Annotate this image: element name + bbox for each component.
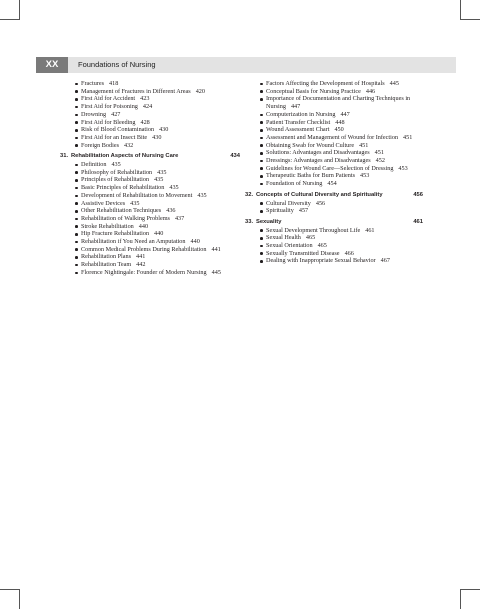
toc-entry-page: 445 — [211, 268, 221, 276]
toc-entry — [60, 192, 240, 200]
toc-entry — [245, 242, 423, 250]
toc-entry-page: 440 — [138, 222, 149, 230]
toc-entry-page: 436 — [166, 207, 176, 215]
crop-mark — [460, 589, 480, 590]
toc-entry-title: Sexual Development Throughout Life — [266, 226, 361, 234]
toc-entry-page: 465 — [317, 242, 327, 250]
toc-entry — [60, 253, 240, 261]
toc-entry — [60, 134, 240, 142]
toc-entry-page: 451 — [403, 133, 413, 141]
toc-entry-title: Assessment and Management of Wound for Infection — [266, 133, 399, 141]
toc-entry-page: 441 — [211, 245, 221, 253]
toc-entry-page: 447 — [290, 103, 301, 111]
toc-entry — [60, 200, 240, 208]
toc-entry-page: 452 — [375, 157, 385, 165]
toc-entry-page: 451 — [359, 141, 369, 149]
toc-list-top — [245, 80, 423, 188]
toc-entry-title: Dealing with Inappropriate Sexual Behavior — [266, 257, 376, 265]
toc-entry-title: Florence Nightingale: Founder of Modern Nursing — [81, 268, 207, 276]
toc-entry-page: 456 — [315, 199, 326, 207]
toc-entry-page: 424 — [142, 103, 153, 111]
chapter-heading — [245, 192, 423, 200]
toc-entry-page: 435 — [157, 168, 167, 176]
toc-entry-title: Principles of Rehabilitation — [81, 176, 150, 184]
toc-entry — [245, 207, 423, 215]
toc-entry — [245, 80, 423, 88]
toc-entry — [245, 134, 423, 142]
toc-entry-page: 440 — [190, 238, 200, 246]
toc-entry-page: 451 — [374, 149, 384, 157]
toc-entry-title: Hip Fracture Rehabilitation — [81, 230, 150, 238]
toc-entry-page: 453 — [360, 172, 370, 180]
toc-entry — [245, 111, 423, 119]
toc-entry-title: First Aid for Bleeding — [81, 118, 136, 126]
toc-entry-page: 435 — [197, 191, 207, 199]
toc-entry — [245, 257, 423, 265]
toc-entry — [60, 269, 240, 277]
toc-entry — [60, 88, 240, 96]
toc-entry-title: Solutions: Advantages and Disadvantages — [266, 149, 370, 157]
toc-entry-page: 465 — [305, 234, 316, 242]
toc-entry-page: 453 — [398, 164, 408, 172]
toc-entry-page: 435 — [154, 176, 164, 184]
toc-entry — [60, 95, 240, 103]
toc-entry-title: Cultural Diversity — [266, 199, 311, 207]
toc-entry-page: 441 — [136, 253, 146, 261]
chapter-page: 461 — [413, 218, 423, 225]
toc-entry-page: 440 — [154, 230, 164, 238]
chapter-page: 456 — [413, 191, 423, 198]
crop-mark — [19, 589, 20, 609]
chapter-title: 33. Sexuality — [245, 218, 282, 225]
toc-entry — [245, 149, 423, 157]
toc-entry-title: Patient Transfer Checklist — [266, 118, 331, 126]
running-header — [36, 57, 456, 73]
toc-entry-title: Development of Rehabilitation to Movement — [81, 191, 193, 199]
toc-entry — [245, 250, 423, 258]
chapter-heading — [60, 153, 240, 161]
toc-entry-page: 448 — [335, 118, 345, 126]
toc-entry-page: 445 — [389, 80, 399, 87]
toc-entry — [60, 111, 240, 119]
toc-entry-page: 450 — [334, 126, 344, 134]
toc-entry-title: Management of Fractures in Different Areas — [81, 87, 191, 95]
toc-entry-title: Foreign Bodies — [81, 141, 119, 149]
toc-entry-page: 467 — [380, 257, 390, 265]
toc-entry — [60, 261, 240, 269]
toc-entry — [60, 161, 240, 169]
toc-entry-title: Wound Assessment Chart — [266, 126, 330, 134]
toc-entry-title: First Aid for Poisoning — [81, 103, 138, 111]
toc-entry — [245, 126, 423, 134]
toc-entry-title: Importance of Documentation and Charting Techniques in Nursing — [266, 95, 411, 111]
toc-entry — [245, 165, 423, 173]
toc-entry-title: First Aid for Accident — [81, 95, 136, 103]
running-title: Foundations of Nursing — [78, 60, 156, 69]
crop-mark — [0, 19, 20, 20]
toc-entry-title: Common Medical Problems During Rehabilitation — [81, 245, 207, 253]
toc-entry-title: Computerization in Nursing — [266, 110, 336, 118]
toc-entry — [60, 80, 240, 88]
toc-entry-title: Sexually Transmitted Disease — [266, 249, 340, 257]
toc-entry-page: 423 — [140, 95, 150, 103]
toc-entry-page: 466 — [344, 249, 354, 257]
toc-entry-page: 428 — [140, 118, 150, 126]
toc-entry — [60, 223, 240, 231]
toc-entry — [245, 157, 423, 165]
toc-entry — [60, 103, 240, 111]
toc-entry-title: Drowning — [81, 110, 107, 118]
toc-entry — [245, 142, 423, 150]
toc-entry — [60, 238, 240, 246]
toc-entry-title: Other Rehabilitation Techniques — [81, 207, 162, 215]
toc-list-chapter33 — [245, 227, 423, 266]
toc-entry-title: Conceptual Basis for Nursing Practice — [266, 87, 361, 95]
toc-entry-title: Assistive Devices — [81, 199, 126, 207]
toc-entry — [245, 227, 423, 235]
crop-mark — [460, 19, 480, 20]
toc-entry-title: Factors Affecting the Development of Hospitals — [266, 80, 385, 87]
toc-entry-title: Sexual Health — [266, 234, 301, 242]
toc-entry — [60, 230, 240, 238]
toc-entry-page: 435 — [169, 184, 179, 192]
crop-mark — [19, 0, 20, 20]
toc-entry-title: First Aid for an Insect Bite — [81, 133, 148, 141]
crop-mark — [460, 589, 461, 609]
toc-entry-title: Rehabilitation if You Need an Amputation — [81, 238, 186, 246]
toc-entry — [245, 88, 423, 96]
toc-entry-page: 432 — [123, 141, 134, 149]
toc-entry-title: Rehabilitation of Walking Problems — [81, 214, 170, 222]
toc-entry — [60, 119, 240, 127]
toc-entry-title: Stroke Rehabilitation — [81, 222, 134, 230]
toc-entry-title: Guidelines for Wound Care—Selection of Dressing — [266, 164, 394, 172]
toc-entry-page: 430 — [152, 133, 162, 141]
toc-entry-title: Dressings: Advantages and Disadvantages — [266, 157, 371, 165]
toc-entry-page: 427 — [111, 110, 121, 118]
toc-entry-title: Therapeutic Baths for Burn Patients — [266, 172, 356, 180]
crop-mark — [0, 589, 20, 590]
toc-entry — [60, 246, 240, 254]
toc-entry-title: Spirituality — [266, 207, 294, 215]
toc-entry-page: 442 — [136, 261, 146, 269]
toc-entry-title: Fractures — [81, 80, 105, 87]
toc-entry-title: Rehabilitation Team — [81, 261, 132, 269]
toc-entry-page: 430 — [159, 126, 169, 134]
toc-entry — [60, 176, 240, 184]
toc-entry — [60, 207, 240, 215]
toc-entry — [245, 95, 423, 110]
toc-entry-title: Rehabilitation Plans — [81, 253, 132, 261]
chapter-title: 32. Concepts of Cultural Diversity and Spirituality — [245, 191, 383, 198]
toc-entry-title: Risk of Blood Contamination — [81, 126, 155, 134]
toc-entry-page: 454 — [327, 180, 337, 188]
chapter-title: 31. Rehabilitation Aspects of Nursing Care — [60, 153, 179, 160]
toc-entry-title: Sexual Orientation — [266, 242, 313, 250]
toc-entry — [245, 200, 423, 208]
toc-entry — [60, 142, 240, 150]
toc-entry-page: 457 — [298, 207, 309, 215]
toc-entry-page: 418 — [109, 80, 119, 87]
toc-entry — [245, 234, 423, 242]
toc-entry-page: 435 — [111, 161, 121, 169]
toc-entry-page: 420 — [195, 87, 205, 95]
toc-entry — [60, 184, 240, 192]
toc-entry — [245, 180, 423, 188]
toc-entry-page: 446 — [365, 87, 376, 95]
toc-right-column — [245, 80, 423, 265]
toc-entry-page: 461 — [365, 226, 375, 234]
crop-mark — [460, 0, 461, 20]
toc-list-chapter31 — [60, 161, 240, 277]
toc-list-top — [60, 80, 240, 149]
toc-list-chapter32 — [245, 200, 423, 215]
toc-entry — [60, 126, 240, 134]
toc-entry-title: Basic Principles of Rehabilitation — [81, 184, 165, 192]
toc-entry-title: Foundation of Nursing — [266, 180, 323, 188]
toc-entry-page: 437 — [174, 214, 185, 222]
toc-left-column — [60, 80, 240, 277]
toc-entry-page: 447 — [340, 110, 350, 118]
chapter-page: 434 — [230, 153, 240, 160]
toc-entry — [245, 119, 423, 127]
page-folio: XX — [36, 57, 68, 73]
toc-entry-page: 435 — [130, 199, 140, 207]
chapter-heading — [245, 219, 423, 227]
toc-entry — [60, 215, 240, 223]
toc-entry — [60, 169, 240, 177]
toc-entry-title: Definition — [81, 161, 107, 169]
toc-entry-title: Obtaining Swab for Wound Culture — [266, 141, 355, 149]
toc-entry-title: Philosophy of Rehabilitation — [81, 168, 153, 176]
toc-entry — [245, 172, 423, 180]
